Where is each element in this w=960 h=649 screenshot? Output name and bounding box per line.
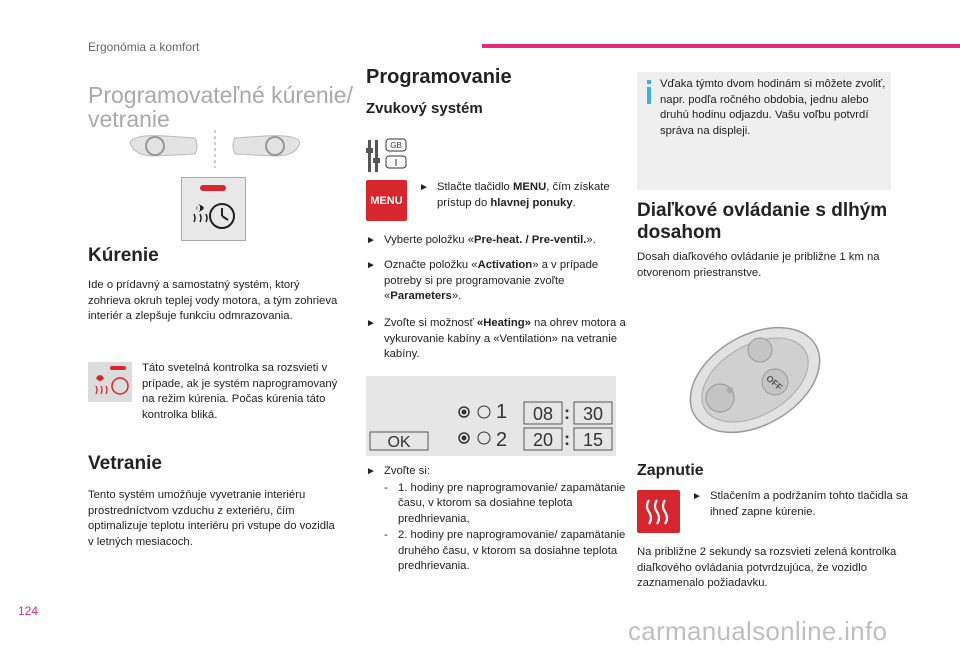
heater-control-unit	[181, 177, 246, 241]
ok-label: OK	[387, 434, 411, 451]
programming-heading: Programovanie	[366, 66, 512, 88]
audio-system-icon	[366, 136, 410, 176]
timer-row-1-index: 1	[496, 401, 508, 423]
info-note-text: Vďaka týmto dvom hodinám si môžete zvoliť, napr. podľa ročného obdobia, jednu alebo druhú hodinu odjazdu. Vašu voľbu potvrdí správa na displeji.	[660, 78, 886, 137]
watermark: carmanualsonline.info	[628, 616, 888, 646]
confirmation-text: Na približne 2 sekundy sa rozsvieti zelená kontrolka diaľkového ovládania potvrdzujúca, že vozidlo zaznamenalo požiadavku.	[637, 546, 897, 589]
timer-row-1-minutes: 30	[582, 404, 604, 424]
gb-label: GB	[390, 141, 402, 150]
arrow-bullet-icon: ►	[366, 260, 376, 271]
page-number: 124	[18, 604, 39, 618]
arrow-bullet-icon: ►	[692, 491, 702, 502]
step-activation: ► Označte položku «Activation» a v prípade potreby si pre programovanie zvoľte «Parameters».	[366, 259, 599, 302]
remote-range-text: Dosah diaľkového ovládanie je približne 1 km na otvorenom priestranstve.	[637, 251, 880, 279]
step-press-menu: ► Stlačte tlačidlo MENU, čím získate prístup do hlavnej ponuky.	[419, 181, 610, 209]
step-choose: ► Zvoľte si: - 1. hodiny pre naprogramovanie/ zapamätanie času, v ktorom sa dosiahne teplota predhrievania, - 2. hodiny pre naprogramovanie/ zapamätanie druhého času, v ktorom sa dosiahne teplota predhrievania.	[366, 464, 634, 575]
dashboard-vents-illustration	[125, 128, 305, 170]
remote-control-heading: Diaľkové ovládanie s dlhým dosahom	[637, 200, 888, 243]
ventilation-heading: Vetranie	[88, 453, 162, 474]
timer-row-1-hours: 08	[532, 404, 554, 424]
step-heating-option: ► Zvoľte si možnosť «Heating» na ohrev motora a vykurovanie kabíny a «Ventilation» na vetranie kabíny.	[366, 317, 626, 360]
heating-button-icon	[637, 490, 680, 533]
arrow-bullet-icon: ►	[366, 235, 376, 246]
timer-row-2-minutes: 15	[582, 430, 604, 450]
step-select-item: ► Vyberte položku «Pre-heat. / Pre-ventil.».	[366, 233, 634, 249]
menu-button-icon: MENU	[366, 180, 407, 221]
timer-row-1	[459, 401, 612, 424]
heating-text: Ide o prídavný a samostatný systém, ktorý zohrieva okruh teplej vody motora, a tým zohrieva interiér a zlepšuje funkciu odmrazovania.	[88, 279, 338, 322]
list-item: - 1. hodiny pre naprogramovanie/ zapamätanie času, v ktorom sa dosiahne teplota predhrievania,	[384, 481, 626, 525]
page-title: Programovateľné kúrenie/ vetranie	[88, 82, 353, 133]
arrow-bullet-icon: ►	[366, 318, 376, 329]
timer-row-2-separator: :	[564, 429, 570, 449]
remote-control-illustration	[680, 320, 830, 442]
timer-row-1-separator: :	[564, 403, 570, 423]
arrow-bullet-icon: ►	[366, 466, 376, 477]
heating-heading: Kúrenie	[88, 245, 159, 266]
list-item: - 2. hodiny pre naprogramovanie/ zapamätanie druhého času, v ktorom sa dosiahne teplota predhrievania.	[384, 529, 626, 572]
activation-heading: Zapnutie	[637, 462, 704, 479]
section-label: Ergonómia a komfort	[88, 40, 200, 54]
heating-indicator-icon	[88, 362, 132, 402]
header-rule	[482, 44, 960, 48]
info-icon	[645, 80, 653, 104]
timer-row-2	[370, 428, 612, 451]
step-press-hold: ► Stlačením a podržaním tohto tlačidla sa ihneď zapne kúrenie.	[692, 490, 908, 518]
remote-off-label: OFF	[764, 373, 785, 393]
indicator-description: Táto svetelná kontrolka sa rozsvieti v prípade, ak je systém naprogramovaný na režim kúrenia. Počas kúrenia táto kontrolka bliká.	[142, 362, 338, 421]
heater-clock-icon	[182, 178, 245, 240]
ventilation-text: Tento systém umožňuje vyvetranie interiéru prostredníctvom vzduchu z exteriéru, čím optimalizuje teplotu interiéru pri vstupe do vozidla v letných mesiacoch.	[88, 489, 335, 548]
timer-display-panel	[366, 376, 616, 456]
audio-system-subheading: Zvukový systém	[366, 100, 483, 117]
timer-row-2-hours: 20	[532, 430, 554, 450]
timer-row-2-index: 2	[496, 429, 508, 451]
arrow-bullet-icon: ►	[419, 182, 429, 193]
